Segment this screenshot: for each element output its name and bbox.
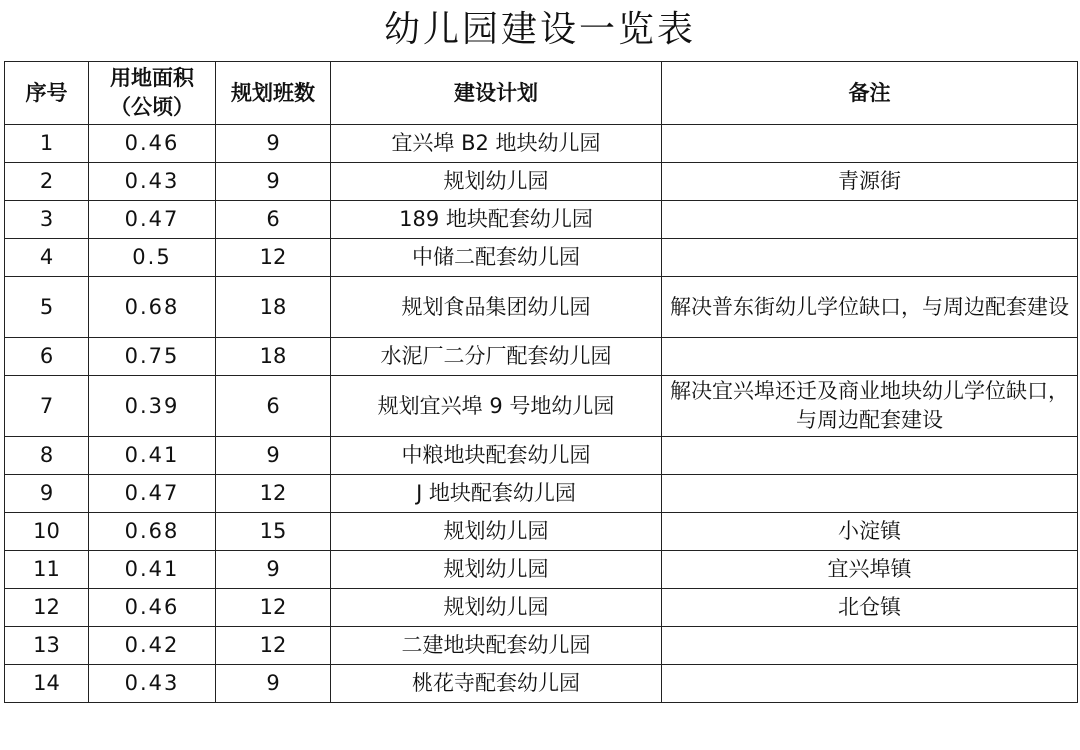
cell-area: 0.75 xyxy=(89,338,216,376)
cell-plan: 水泥厂二分厂配套幼儿园 xyxy=(331,338,662,376)
cell-plan: 规划宜兴埠 9 号地幼儿园 xyxy=(331,376,662,437)
cell-area: 0.47 xyxy=(89,475,216,513)
cell-plan: 二建地块配套幼儿园 xyxy=(331,627,662,665)
cell-area: 0.68 xyxy=(89,513,216,551)
cell-plan: 规划幼儿园 xyxy=(331,551,662,589)
cell-area: 0.41 xyxy=(89,551,216,589)
table-row xyxy=(5,437,1078,475)
cell-area: 0.42 xyxy=(89,627,216,665)
table-row xyxy=(5,627,1078,665)
cell-area: 0.39 xyxy=(89,376,216,437)
table-row xyxy=(5,551,1078,589)
cell-plan: 桃花寺配套幼儿园 xyxy=(331,665,662,703)
cell-plan: 规划食品集团幼儿园 xyxy=(331,277,662,338)
cell-area: 0.43 xyxy=(89,163,216,201)
table-row xyxy=(5,589,1078,627)
cell-plan: 中粮地块配套幼儿园 xyxy=(331,437,662,475)
cell-seq: 4 xyxy=(5,239,89,277)
cell-seq: 3 xyxy=(5,201,89,239)
table-row xyxy=(5,163,1078,201)
cell-note: 解决普东街幼儿学位缺口，与周边配套建设 xyxy=(662,277,1078,338)
cell-seq: 2 xyxy=(5,163,89,201)
cell-classes: 6 xyxy=(216,376,331,437)
cell-note xyxy=(662,239,1078,277)
cell-seq: 10 xyxy=(5,513,89,551)
table-row xyxy=(5,277,1078,338)
cell-plan: J 地块配套幼儿园 xyxy=(331,475,662,513)
cell-note xyxy=(662,201,1078,239)
cell-note: 小淀镇 xyxy=(662,513,1078,551)
table-row xyxy=(5,513,1078,551)
cell-seq: 9 xyxy=(5,475,89,513)
cell-seq: 1 xyxy=(5,125,89,163)
cell-classes: 6 xyxy=(216,201,331,239)
header-area: 用地面积（公顷） xyxy=(89,62,216,125)
cell-seq: 5 xyxy=(5,277,89,338)
cell-classes: 12 xyxy=(216,627,331,665)
header-note: 备注 xyxy=(662,62,1078,125)
table-row xyxy=(5,201,1078,239)
cell-note: 宜兴埠镇 xyxy=(662,551,1078,589)
cell-area: 0.46 xyxy=(89,589,216,627)
cell-seq: 13 xyxy=(5,627,89,665)
cell-classes: 9 xyxy=(216,437,331,475)
cell-classes: 18 xyxy=(216,338,331,376)
cell-seq: 7 xyxy=(5,376,89,437)
cell-area: 0.46 xyxy=(89,125,216,163)
table-row xyxy=(5,239,1078,277)
cell-note xyxy=(662,338,1078,376)
cell-plan: 规划幼儿园 xyxy=(331,513,662,551)
table-header-row xyxy=(5,62,1078,125)
cell-note xyxy=(662,627,1078,665)
cell-seq: 12 xyxy=(5,589,89,627)
header-plan: 建设计划 xyxy=(331,62,662,125)
cell-plan: 189 地块配套幼儿园 xyxy=(331,201,662,239)
cell-area: 0.41 xyxy=(89,437,216,475)
cell-classes: 9 xyxy=(216,665,331,703)
cell-note: 青源街 xyxy=(662,163,1078,201)
cell-classes: 9 xyxy=(216,551,331,589)
cell-plan: 规划幼儿园 xyxy=(331,589,662,627)
cell-area: 0.68 xyxy=(89,277,216,338)
cell-classes: 9 xyxy=(216,163,331,201)
cell-plan: 宜兴埠 B2 地块幼儿园 xyxy=(331,125,662,163)
cell-note xyxy=(662,125,1078,163)
cell-classes: 12 xyxy=(216,475,331,513)
cell-classes: 12 xyxy=(216,239,331,277)
cell-note xyxy=(662,665,1078,703)
cell-classes: 9 xyxy=(216,125,331,163)
cell-plan: 中储二配套幼儿园 xyxy=(331,239,662,277)
cell-note xyxy=(662,437,1078,475)
table-row xyxy=(5,125,1078,163)
kindergarten-table xyxy=(4,61,1078,703)
cell-seq: 8 xyxy=(5,437,89,475)
table-row xyxy=(5,338,1078,376)
cell-area: 0.5 xyxy=(89,239,216,277)
cell-classes: 15 xyxy=(216,513,331,551)
cell-classes: 12 xyxy=(216,589,331,627)
table-row xyxy=(5,376,1078,437)
cell-note: 解决宜兴埠还迁及商业地块幼儿学位缺口，与周边配套建设 xyxy=(662,376,1078,437)
cell-note xyxy=(662,475,1078,513)
cell-plan: 规划幼儿园 xyxy=(331,163,662,201)
page-title: 幼儿园建设一览表 xyxy=(383,9,696,50)
table-row xyxy=(5,665,1078,703)
header-classes: 规划班数 xyxy=(216,62,331,125)
header-seq: 序号 xyxy=(5,62,89,125)
table-row xyxy=(5,475,1078,513)
cell-area: 0.43 xyxy=(89,665,216,703)
cell-note: 北仓镇 xyxy=(662,589,1078,627)
cell-area: 0.47 xyxy=(89,201,216,239)
cell-classes: 18 xyxy=(216,277,331,338)
cell-seq: 11 xyxy=(5,551,89,589)
cell-seq: 6 xyxy=(5,338,89,376)
cell-seq: 14 xyxy=(5,665,89,703)
